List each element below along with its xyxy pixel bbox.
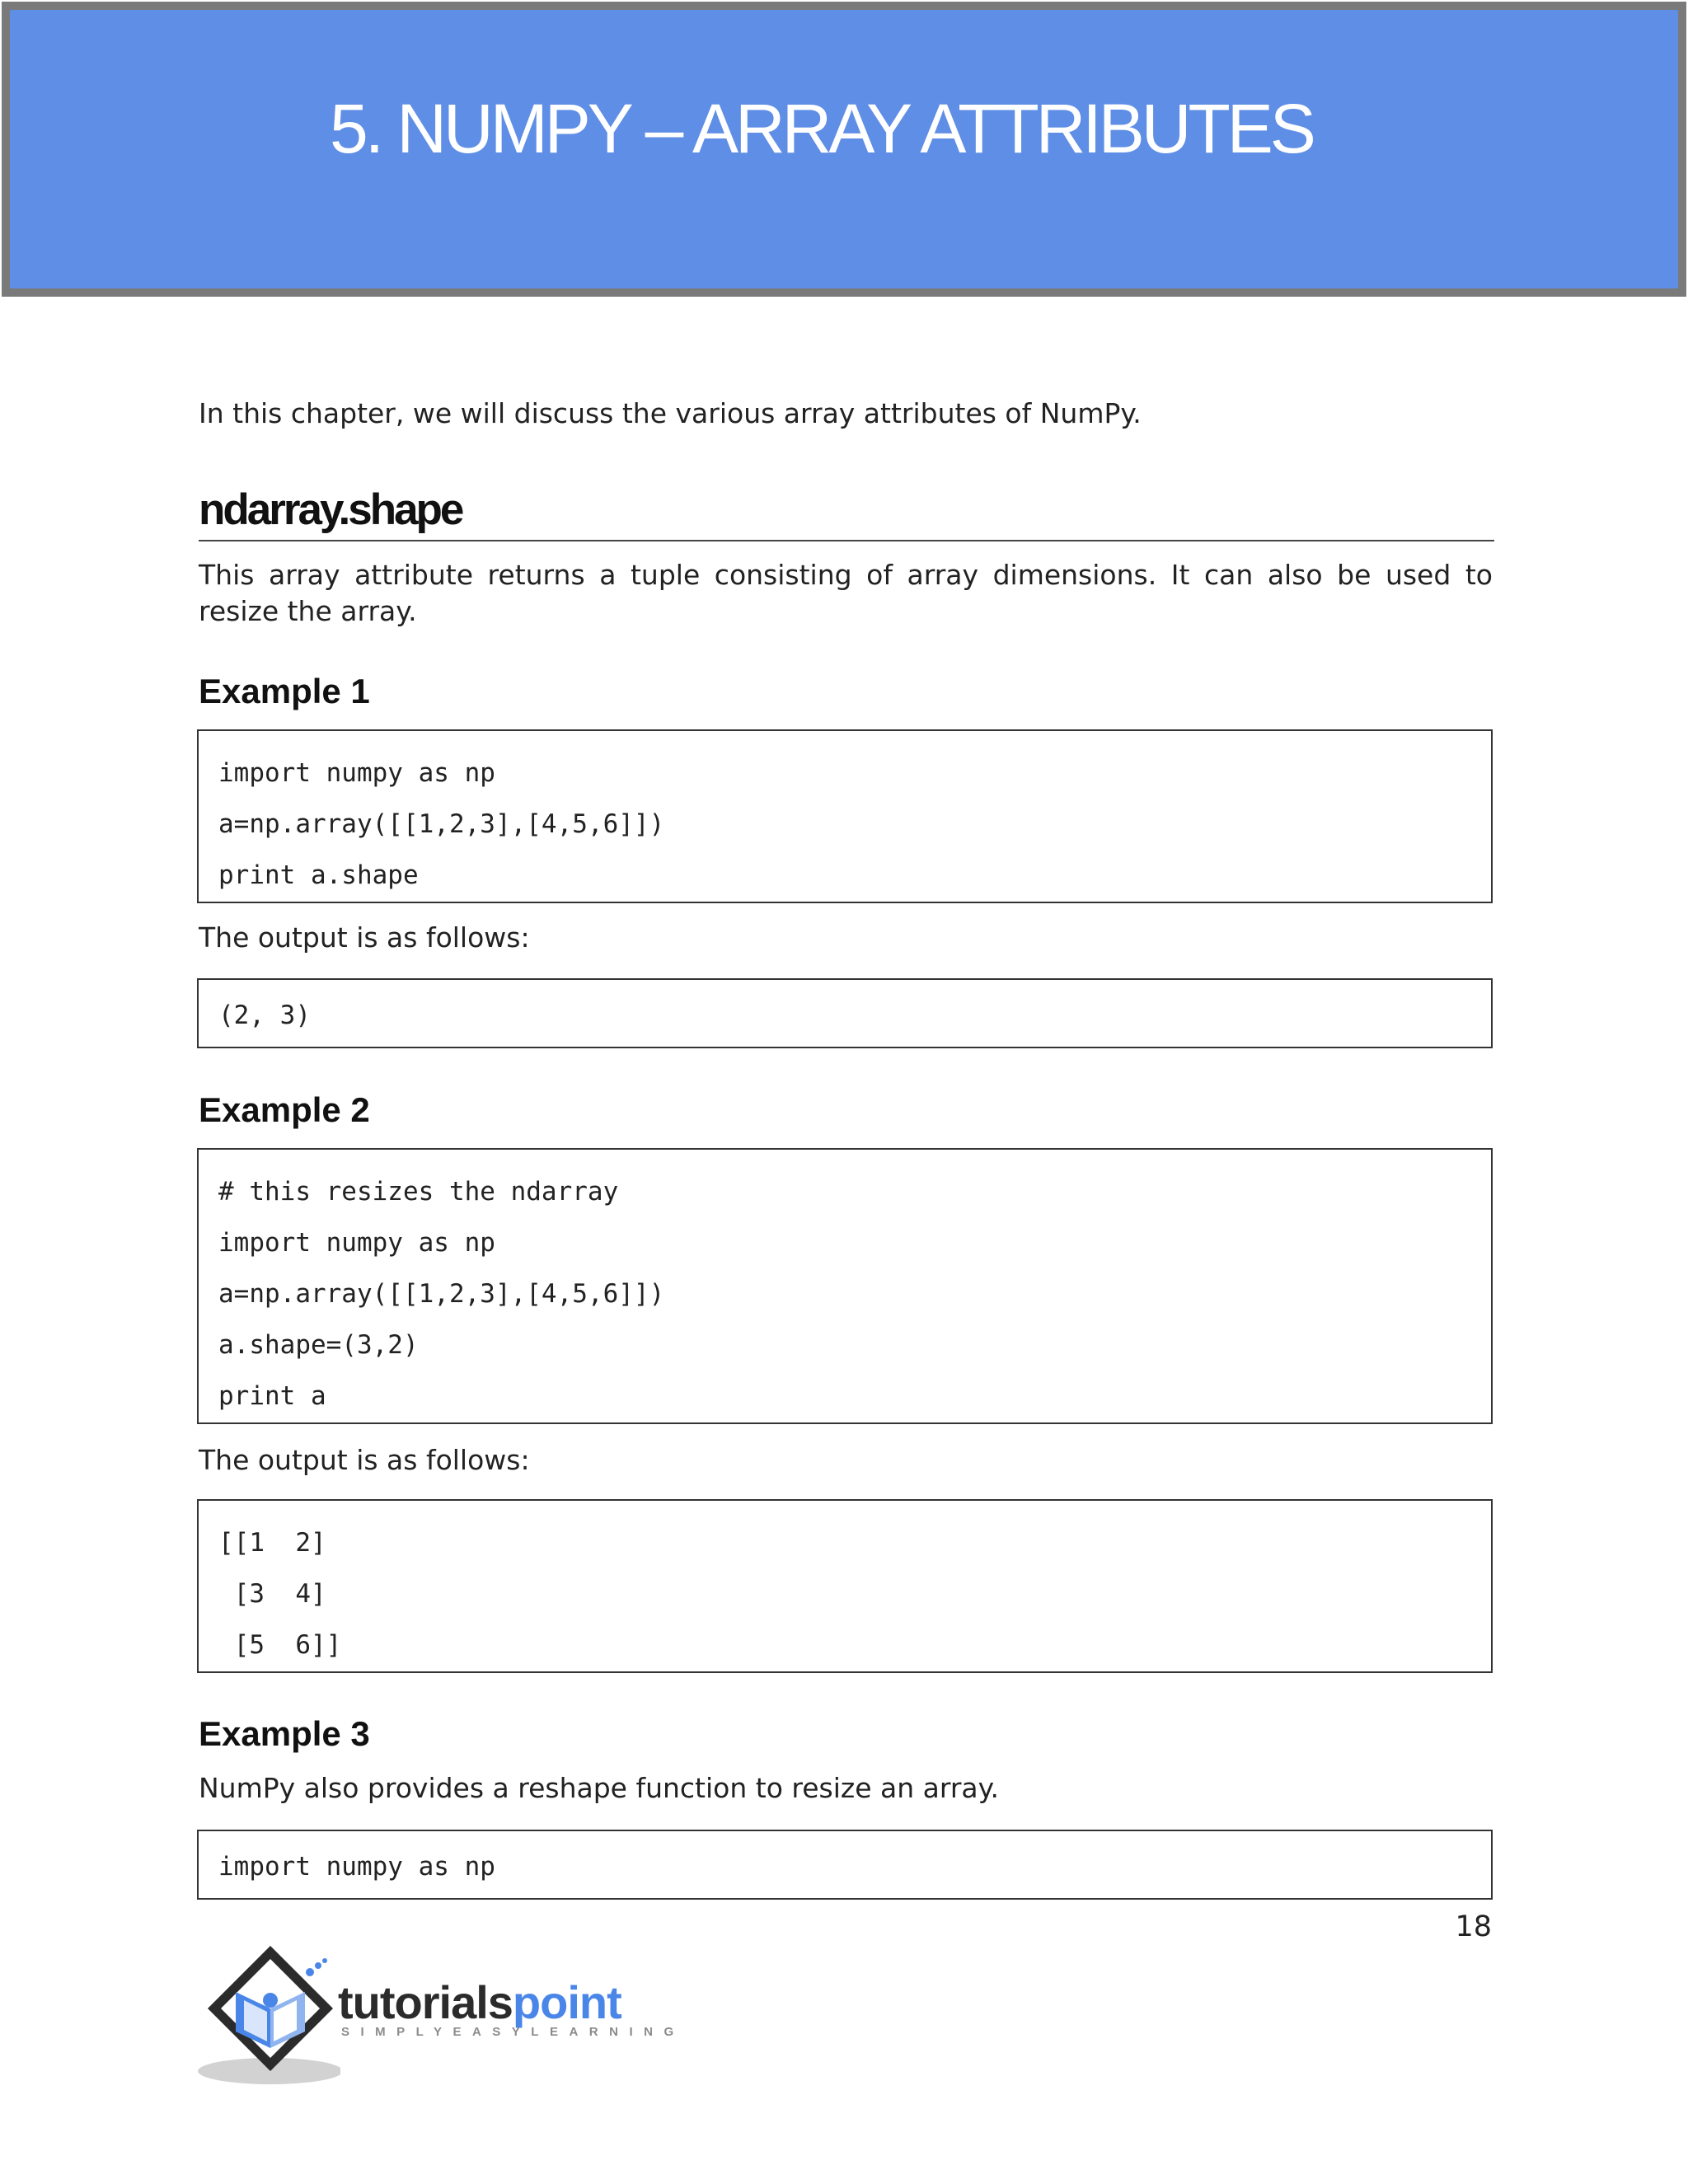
logo-word-part1: tutorials (338, 1976, 513, 2028)
code-line: a=np.array([[1,2,3],[4,5,6]]) (218, 809, 665, 839)
code-line: a=np.array([[1,2,3],[4,5,6]]) (218, 1279, 665, 1309)
section-divider (199, 540, 1494, 541)
output-line: [3 4] (218, 1579, 326, 1609)
example-1-code-block (197, 729, 1493, 903)
code-line: print a (218, 1381, 326, 1411)
example-1-title: Example 1 (199, 672, 370, 710)
tutorialspoint-logo (196, 1941, 691, 2089)
page-number: 18 (1455, 1910, 1492, 1943)
section-title: ndarray.shape (199, 485, 462, 534)
output-line: [5 6]] (218, 1630, 342, 1660)
code-line: a.shape=(3,2) (218, 1330, 419, 1360)
output-line: [[1 2] (218, 1528, 326, 1558)
code-line: print a.shape (218, 860, 419, 890)
example-1-output-label: The output is as follows: (199, 921, 530, 954)
section-description: This array attribute returns a tuple consisting of array dimensions. It can also be used to resize the array. (199, 559, 1493, 627)
logo-wordmark (338, 1978, 621, 2027)
example-3-code-block (197, 1830, 1493, 1900)
example-2-code-block (197, 1148, 1493, 1424)
intro-paragraph: In this chapter, we will discuss the various array attributes of NumPy. (199, 397, 1142, 429)
code-line: # this resizes the ndarray (218, 1177, 619, 1207)
example-2-output-block (197, 1499, 1493, 1673)
chapter-title: 5. NUMPY – ARRAY ATTRIBUTES (330, 90, 1313, 167)
example-2-title: Example 2 (199, 1090, 370, 1129)
example-2-output-label: The output is as follows: (199, 1444, 530, 1476)
example-1-output-block (197, 978, 1493, 1048)
example-3-title: Example 3 (199, 1714, 370, 1753)
logo-book-icon (196, 1941, 340, 2089)
example-3-description: NumPy also provides a reshape function to resize an array. (199, 1772, 999, 1804)
logo-word-part2: point (512, 1976, 621, 2028)
code-line: import numpy as np (218, 1228, 495, 1258)
code-line: import numpy as np (218, 1852, 495, 1882)
logo-tagline: SIMPLYEASYLEARNING (341, 2025, 685, 2039)
output-line: (2, 3) (218, 1001, 311, 1030)
code-line: import numpy as np (218, 758, 495, 788)
